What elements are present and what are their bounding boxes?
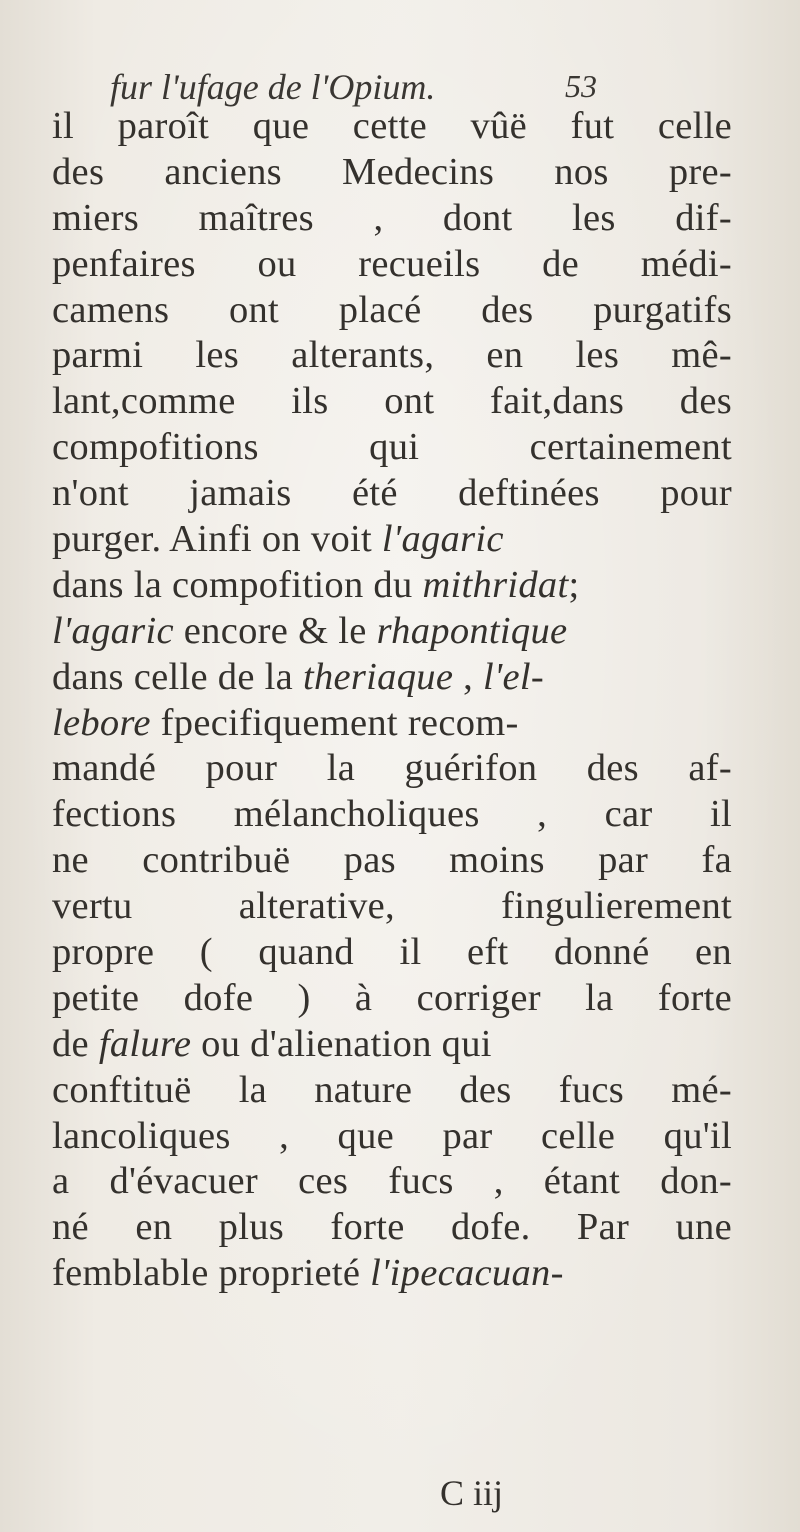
text-line: de falure ou d'alienation qui xyxy=(52,1022,492,1065)
italic-term: l'el- xyxy=(483,655,545,698)
italic-term: l'agaric xyxy=(381,518,504,561)
text-line: l'agaric encore & le rhapontique xyxy=(52,609,568,652)
text-line: compofitions qui certainement xyxy=(52,426,732,469)
text-line: né en plus forte dofe. Par une xyxy=(52,1206,732,1249)
italic-term: rhapontique xyxy=(376,609,568,652)
text-line: lebore fpecifiquement recom- xyxy=(52,701,519,744)
page-number: 53 xyxy=(565,68,597,104)
italic-term: theriaque xyxy=(302,655,454,698)
text-line: femblable proprieté l'ipecacuan- xyxy=(52,1252,564,1295)
text-line: miers maîtres , dont les dif- xyxy=(52,196,732,239)
text-line: purger. Ainfi on voit l'agaric xyxy=(52,518,504,561)
text-line: penfaires ou recueils de médi- xyxy=(52,242,732,285)
italic-term: l'ipecacuan- xyxy=(370,1252,564,1295)
italic-term: mithridat xyxy=(422,563,569,606)
text-line: mandé pour la guérifon des af- xyxy=(52,747,732,790)
text-line: dans la compofition du mithridat; xyxy=(52,563,580,606)
text-line: vertu alterative, fingulierement xyxy=(52,885,732,928)
running-header xyxy=(110,66,640,108)
text-line: dans celle de la theriaque , l'el- xyxy=(52,655,545,698)
text-line: a d'évacuer ces fucs , étant don- xyxy=(52,1160,732,1203)
italic-term: lebore xyxy=(52,701,151,744)
text-line: n'ont jamais été deftinées pour xyxy=(52,472,732,515)
text-line: ne contribuë pas moins par fa xyxy=(52,839,732,882)
text-line: parmi les alterants, en les mê- xyxy=(52,334,732,377)
text-line: lant,comme ils ont fait,dans des xyxy=(52,380,732,423)
text-line: propre ( quand il eft donné en xyxy=(52,931,732,974)
text-line: conftituë la nature des fucs mé- xyxy=(52,1068,732,1111)
body-text xyxy=(52,104,732,1297)
signature-mark: C iij xyxy=(440,1473,504,1513)
text-line: petite dofe ) à corriger la forte xyxy=(52,976,732,1019)
text-line: camens ont placé des purgatifs xyxy=(52,288,732,331)
italic-term: l'agaric xyxy=(52,609,174,652)
italic-term: falure xyxy=(98,1022,192,1065)
text-line: des anciens Medecins nos pre- xyxy=(52,150,732,193)
text-line: lancoliques , que par celle qu'il xyxy=(52,1114,732,1157)
text-line: il paroît que cette vûë fut celle xyxy=(52,105,732,147)
text-line: fections mélancholiques , car il xyxy=(52,793,732,836)
running-title: fur l'ufage de l'Opium. xyxy=(110,67,436,107)
